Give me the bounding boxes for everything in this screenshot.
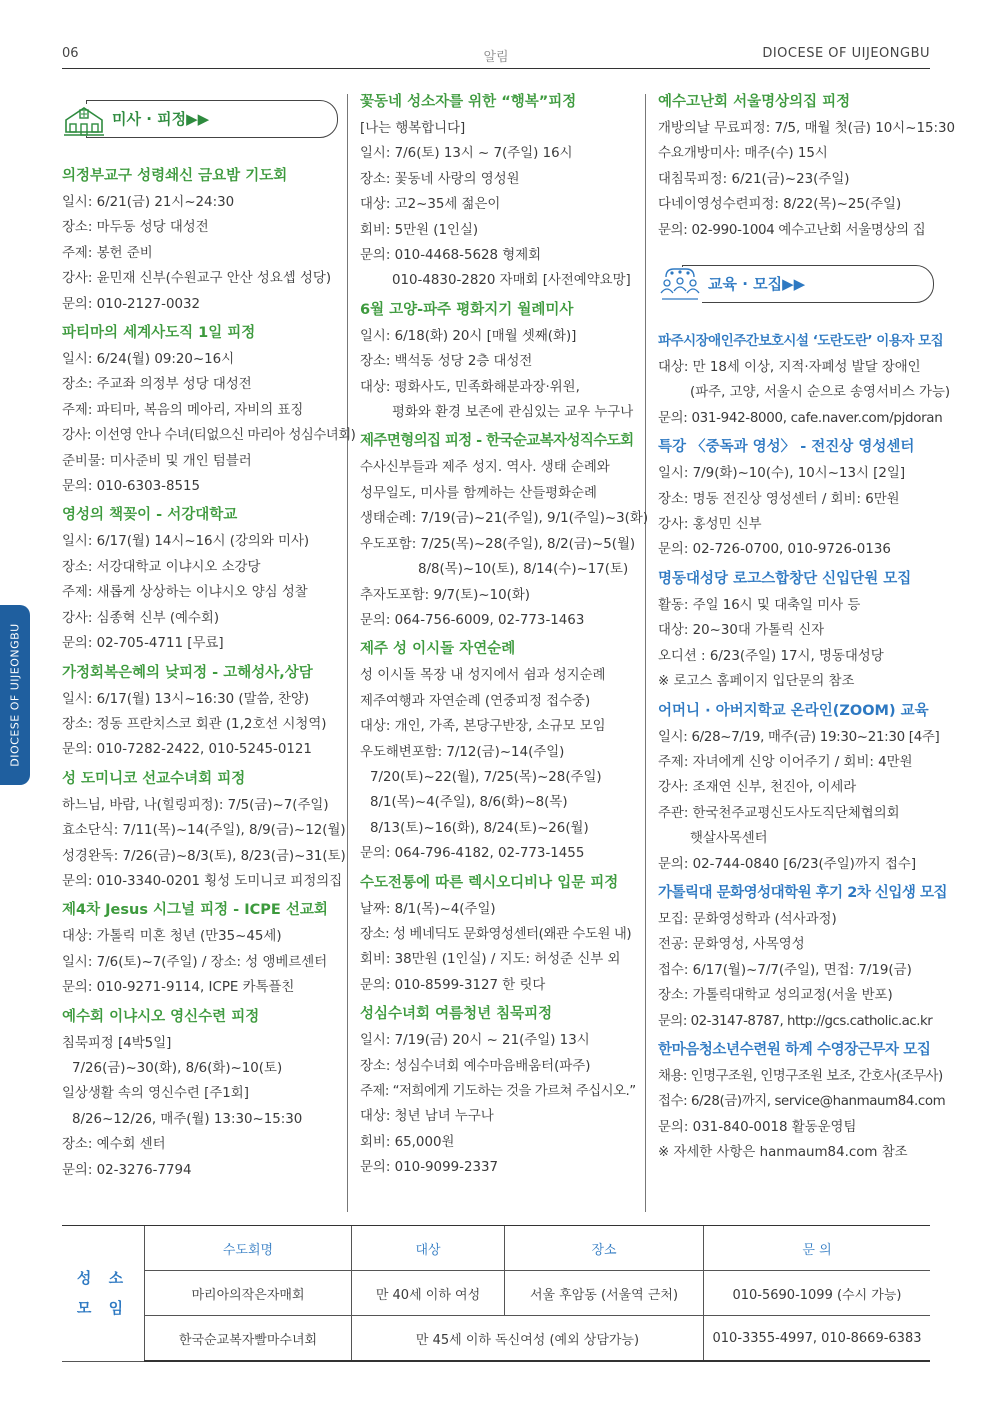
banner-title: 미사 · 피정▶▶ [112, 110, 210, 128]
notice-line: 대상: 20~30대 가톨릭 신자 [658, 623, 825, 639]
notice-line: 일시: 7/9(화)~10(수), 10시~13시 [2일] [658, 466, 906, 482]
notice-title: 제주 성 이시돌 자연순례 [360, 641, 516, 658]
table-header: 대상 [352, 1226, 505, 1271]
notice-line: 회비: 65,000원 [360, 1134, 455, 1150]
notice-line: 문의: 031-840-0018 활동운영팀 [658, 1119, 857, 1135]
notice-line: 문의: 010-6303-8515 [62, 479, 201, 495]
notice-line: 추자도포함: 9/7(토)~10(화) [360, 587, 531, 603]
people-group-icon [658, 267, 702, 303]
notice-line: 8/26~12/26, 매주(월) 13:30~15:30 [72, 1111, 303, 1127]
column-divider [347, 94, 348, 1212]
church-icon [62, 102, 106, 138]
notice-title: 한마음청소년수련원 하계 수영장근무자 모집 [658, 1041, 931, 1058]
notice-line: 대상: 평화사도, 민족화해분과장·위원, [360, 379, 580, 395]
notice-line: 문의: 064-756-6009, 02-773-1463 [360, 612, 585, 628]
notice-title: 어머니 · 아버지학교 온라인(ZOOM) 교육 [658, 702, 929, 719]
notice-line: 7/20(토)~22(월), 7/25(목)~28(주일) [370, 769, 602, 785]
notice-line: 문의: 010-8599-3127 한 릿다 [360, 977, 546, 993]
notice-line: 회비: 5만원 (1인실) [360, 222, 479, 238]
notice-line: 일시: 6/28~7/19, 매주(금) 19:30~21:30 [4주] [658, 729, 940, 745]
notice-block [62, 661, 338, 763]
notice-title: 꽃동네 성소자를 위한 “행복”피정 [360, 94, 577, 110]
table-side-label-line: 성 소 [76, 1269, 130, 1288]
notice-line: 주제: 자녀에게 신앙 이어주기 / 회비: 4만원 [658, 754, 913, 770]
vocation-groups-table [62, 1226, 930, 1362]
notice-line: 침묵피정 [4박5일] [62, 1035, 172, 1051]
notice-line: 문의: 010-9099-2337 [360, 1160, 499, 1176]
notice-title: 6월 고양-파주 평화지기 월례미사 [360, 301, 574, 318]
notice-line: 성 이시돌 목장 내 성지에서 쉼과 성지순례 [360, 668, 606, 684]
notice-title: 영성의 책꽂이 - 서강대학교 [62, 507, 238, 524]
notice-block [360, 1002, 636, 1180]
notice-line: 강사: 조재연 신부, 천진아, 이세라 [658, 780, 857, 796]
table-cell: 010-3355-4997, 010-8669-6383 [704, 1316, 931, 1362]
notice-block [658, 1038, 946, 1166]
side-tab-label: DIOCESE OF UIJEONGBU [8, 623, 22, 767]
notice-block [62, 1005, 338, 1183]
notice-block [658, 699, 940, 877]
notice-line: 대상: 만 18세 이상, 지적·자폐성 발달 장애인 [658, 360, 921, 376]
notice-line: 강사: 윤민재 신부(수원교구 안산 성요셉 성당) [62, 271, 332, 287]
notice-line: 우도포함: 7/25(목)~28(주일), 8/2(금)~5(월) [360, 536, 636, 552]
notice-line: 일시: 7/6(토) 13시 ~ 7(주일) 16시 [360, 146, 573, 162]
notice-block [658, 567, 934, 695]
page-number: 06 [62, 46, 79, 61]
notice-line: 문의: 02-3147-8787, http://gcs.catholic.ac.kr [658, 1013, 933, 1029]
table-side-label-line: 모 임 [76, 1299, 130, 1318]
notice-line: 준비물: 미사준비 및 개인 텀블러 [62, 453, 252, 469]
notice-block [658, 881, 947, 1034]
notice-title: 파주시장애인주간보호시설 ‘도란도란’ 이용자 모집 [658, 333, 944, 350]
notice-line: 대상: 고2~35세 젊은이 [360, 197, 501, 213]
notice-title: 파티마의 세계사도직 1일 피정 [62, 325, 256, 342]
notice-line: 생태순례: 7/19(금)~21(주일), 9/1(주일)~3(화) [360, 511, 649, 527]
notice-line: 수요개방미사: 매주(수) 15시 [658, 146, 828, 162]
notice-line: 문의: 02-705-4711 [무료] [62, 636, 224, 652]
table-header: 수도회명 [145, 1226, 352, 1271]
notice-line: 오디션 : 6/23(주일) 17시, 명동대성당 [658, 648, 884, 664]
notice-line: 평화와 환경 보존에 관심있는 교우 누구나 [392, 405, 634, 421]
notice-line: 일시: 6/17(월) 14시~16시 (강의와 미사) [62, 534, 310, 550]
notice-line: 문의: 010-2127-0032 [62, 296, 201, 312]
notice-line: 일시: 7/6(토)~7(주일) / 장소: 성 앵베르센터 [62, 954, 328, 970]
notice-title: 수도전통에 따른 렉시오디비나 입문 피정 [360, 874, 619, 891]
notice-line: 회비: 38만원 (1인실) / 지도: 허성준 신부 외 [360, 952, 621, 968]
education-recruit-banner [658, 265, 934, 303]
notice-line: 대상: 개인, 가족, 본당구반장, 소규모 모임 [360, 719, 606, 735]
notice-title: 성심수녀회 여름청년 침묵피정 [360, 1006, 553, 1023]
notice-line: 010-4830-2820 자매회 [사전예약요망] [392, 273, 631, 289]
notice-title: 가톨릭대 문화영성대학원 후기 2차 신입생 모집 [658, 884, 947, 901]
mass-retreat-banner [62, 100, 338, 138]
notice-line: 수사신부들과 제주 성지. 역사. 생태 순례와 [360, 460, 610, 476]
notice-block [360, 90, 636, 294]
notice-line: 문의: 010-4468-5628 형제회 [360, 248, 542, 264]
table-row [62, 1316, 930, 1362]
notice-block [658, 329, 951, 431]
notice-line: 강사: 이선영 안나 수녀(티없으신 마리아 성심수녀회) [62, 428, 356, 444]
notice-line: 성무일도, 미사를 함께하는 산들평화순례 [360, 485, 597, 501]
notice-line: [나는 행복합니다] [360, 121, 466, 136]
notice-line: 성경완독: 7/26(금)~8/3(토), 8/23(금)~31(토) [62, 848, 346, 864]
table-cell: 010-5690-1099 (수시 가능) [704, 1271, 931, 1316]
notice-line: 우도해변포함: 7/12(금)~14(주일) [360, 744, 565, 760]
notice-line: 8/8(목)~10(토), 8/14(수)~17(토) [418, 562, 629, 578]
notice-line: 일상생활 속의 영신수련 [주1회] [62, 1086, 249, 1102]
notice-line: 주제: 봉헌 준비 [62, 245, 153, 261]
notice-block [658, 90, 956, 243]
notice-title: 예수회 이냐시오 영신수련 피정 [62, 1008, 260, 1025]
notice-line: 접수: 6/17(월)~7/7(주일), 면접: 7/19(금) [658, 962, 912, 978]
table-row [62, 1271, 930, 1316]
notice-line: 문의: 010-9271-9114, ICPE 카톡플친 [62, 980, 295, 996]
notice-line: 전공: 문화영성, 사목영성 [658, 937, 805, 953]
notice-title: 예수고난회 서울명상의집 피정 [658, 94, 851, 110]
side-tab [0, 605, 30, 785]
notice-line: 문의: 02-726-0700, 010-9726-0136 [658, 542, 891, 558]
notice-line: 문의: 02-744-0840 [6/23(주일)까지 접수] [658, 856, 917, 872]
notice-block [658, 435, 934, 563]
notice-title: 가정회복은혜의 낮피정 - 고해성사,상담 [62, 664, 313, 681]
notice-line: 제주여행과 자연순례 (연중피정 접수중) [360, 693, 591, 709]
notice-line: 일시: 7/19(금) 20시 ~ 21(주일) 13시 [360, 1033, 590, 1049]
notice-line: 장소: 성 베네딕도 문화영성센터(왜관 수도원 내) [360, 926, 632, 942]
notice-title: 성 도미니코 선교수녀회 피정 [62, 770, 246, 787]
notice-line: 강사: 심종혁 신부 (예수회) [62, 610, 220, 626]
notice-line: 주제: 새롭게 상상하는 이냐시오 양심 성찰 [62, 585, 308, 601]
notice-line: 다네이영성수련피정: 8/22(목)~25(주일) [658, 197, 902, 213]
column-2 [360, 88, 649, 1185]
notice-block [62, 321, 356, 499]
notice-line: 일시: 6/24(월) 09:20~16시 [62, 352, 235, 368]
notice-line: 효소단식: 7/11(목)~14(주일), 8/9(금)~12(월) [62, 823, 346, 839]
notice-line: 장소: 백석동 성당 2층 대성전 [360, 354, 533, 370]
notice-line: 날짜: 8/1(목)~4(주일) [360, 901, 496, 917]
notice-line: 활동: 주일 16시 및 대축일 미사 등 [658, 597, 861, 613]
notice-line: 장소: 가톨릭대학교 성의교정(서울 반포) [658, 988, 893, 1004]
notice-line: 채용: 인명구조원, 인명구조원 보조, 간호사(조무사) [658, 1068, 943, 1084]
notice-line: 강사: 홍성민 신부 [658, 517, 762, 533]
notice-line: 접수: 6/28(금)까지, service@hanmaum84.com [658, 1094, 946, 1110]
notice-title: 제4차 Jesus 시그널 피정 - ICPE 선교회 [62, 902, 328, 919]
banner-title: 교육 · 모집▶▶ [708, 275, 806, 294]
notice-line: 문의: 064-796-4182, 02-773-1455 [360, 846, 585, 862]
notice-line: 문의: 031-942-8000, cafe.naver.com/pjdoran [658, 410, 943, 426]
notice-block [360, 298, 636, 426]
notice-line: 7/26(금)~30(화), 8/6(화)~10(토) [72, 1060, 283, 1076]
notice-title: 특강 〈중독과 영성〉 - 전진상 영성센터 [658, 439, 915, 456]
notice-line: 대침묵피정: 6/21(금)~23(주일) [658, 171, 850, 187]
notice-block [62, 898, 338, 1000]
table-cell: 한국순교복자빨마수녀회 [145, 1316, 352, 1362]
notice-line: 주제: 파티마, 복음의 메아리, 자비의 표징 [62, 402, 304, 418]
notice-block [62, 503, 338, 656]
table-cell: 마리아의작은자매회 [145, 1271, 352, 1316]
notice-line: 일시: 6/21(금) 21시~24:30 [62, 195, 235, 210]
notice-line: ※ 로고스 홈페이지 입단문의 참조 [658, 674, 855, 690]
column-divider [645, 94, 646, 1212]
notice-title: 제주면형의집 피정 - 한국순교복자성직수도회 [360, 433, 634, 450]
notice-line: 8/13(토)~16(화), 8/24(토)~26(월) [370, 820, 589, 836]
table-header-row [62, 1226, 930, 1271]
notice-block [360, 637, 636, 866]
notice-line: 대상: 가톨릭 미혼 청년 (만35~45세) [62, 929, 282, 945]
diocese-name: DIOCESE OF UIJEONGBU [762, 46, 930, 61]
notice-block [62, 767, 346, 895]
notice-line: 일시: 6/18(화) 20시 [매월 셋째(화)] [360, 328, 577, 344]
table-cell: 만 40세 이하 여성 [352, 1271, 505, 1316]
notice-block [360, 429, 649, 633]
notice-line: 장소: 예수회 센터 [62, 1137, 166, 1153]
notice-line: 문의: 010-7282-2422, 010-5245-0121 [62, 742, 312, 758]
table-cell: 만 45세 이하 독신여성 (예외 상담가능) [352, 1316, 704, 1362]
notice-line: 문의: 02-990-1004 예수고난회 서울명상의 집 [658, 222, 926, 238]
notice-line: 장소: 서강대학교 이냐시오 소강당 [62, 559, 261, 575]
notice-line: ※ 자세한 사항은 hanmaum84.com 참조 [658, 1145, 908, 1161]
header-divider [62, 68, 930, 69]
notice-line: 모집: 문화영성학과 (석사과정) [658, 911, 837, 927]
notice-line: 주제: “저희에게 기도하는 것을 가르쳐 주십시오.” [360, 1084, 636, 1099]
notice-line: 8/1(목)~4(주일), 8/6(화)~8(목) [370, 795, 568, 811]
notice-line: 장소: 성심수녀회 예수마음배움터(파주) [360, 1058, 591, 1074]
notice-title: 의정부교구 성령쇄신 금요밤 기도회 [62, 168, 288, 184]
column-3 [658, 88, 956, 1170]
notice-line: 장소: 꽃동네 사랑의 영성원 [360, 171, 520, 187]
notice-title: 명동대성당 로고스합창단 신입단원 모집 [658, 570, 912, 587]
page-header [62, 46, 930, 66]
notice-line: 장소: 주교좌 의정부 성당 대성전 [62, 377, 252, 393]
column-1 [62, 88, 356, 1187]
notice-line: 문의: 02-3276-7794 [62, 1162, 192, 1178]
notice-line: 하느님, 바람, 나(힐링피정): 7/5(금)~7(주일) [62, 797, 329, 813]
notice-block [360, 871, 636, 999]
notice-line: 일시: 6/17(월) 13시~16:30 (말씀, 찬양) [62, 691, 310, 707]
notice-line: 장소: 명동 전진상 영성센터 / 회비: 6만원 [658, 491, 900, 507]
table-header: 문 의 [704, 1226, 931, 1271]
table-header: 장소 [505, 1226, 704, 1271]
table-cell: 서울 후암동 (서울역 근처) [505, 1271, 704, 1316]
notice-line: 개방의날 무료피정: 7/5, 매월 첫(금) 10시~15:30 [658, 121, 956, 136]
table-side-label [62, 1226, 145, 1361]
notice-block [62, 164, 338, 317]
notice-line: 주관: 한국천주교평신도사도직단체협의회 [658, 805, 900, 821]
notice-line: 햇살사목센터 [690, 831, 768, 847]
notice-line: (파주, 고양, 서울시 순으로 송영서비스 가능) [690, 385, 951, 401]
section-title: 알림 [483, 50, 509, 65]
notice-line: 대상: 청년 남녀 누구나 [360, 1109, 494, 1125]
notice-line: 문의: 010-3340-0201 횡성 도미니코 피정의집 [62, 873, 343, 889]
notice-line: 장소: 정동 프란치스코 회관 (1,2호선 시청역) [62, 716, 327, 732]
notice-line: 장소: 마두동 성당 대성전 [62, 220, 209, 236]
